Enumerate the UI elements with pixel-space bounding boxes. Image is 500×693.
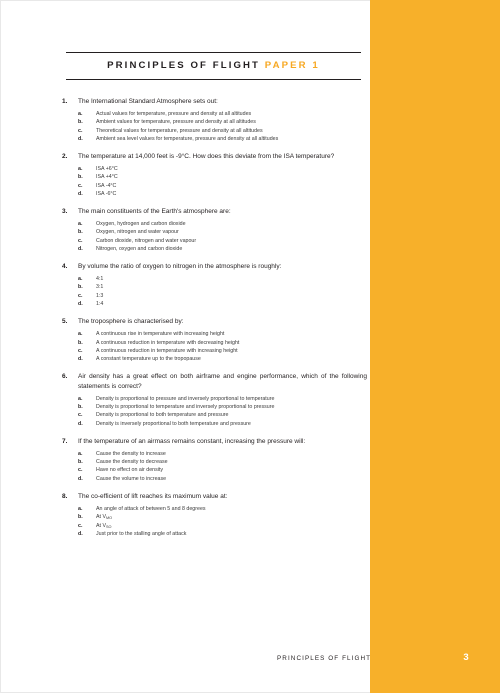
option-text (96, 339, 367, 347)
answer-option (62, 190, 367, 198)
option-text (96, 182, 367, 190)
option-letter: b. (78, 119, 83, 126)
option-letter: d. (78, 420, 83, 427)
option-text-main: A constant temperature up to the tropopause (96, 356, 201, 363)
answer-option (62, 135, 367, 143)
answer-option (62, 118, 367, 126)
option-text-main: Actual values for temperature, pressure and density at all altitudes (96, 110, 252, 117)
option-text-main: Theoretical values for temperature, pressure and density at all altitudes (96, 127, 263, 134)
option-text (96, 522, 367, 530)
question-text: Air density has a great effect on both airframe and engine performance, which of the following statements is correct? (78, 373, 367, 390)
option-letter: a. (78, 450, 83, 457)
option-text (96, 403, 367, 411)
question-number: 5. (62, 318, 68, 326)
option-text-main: ISA +4°C (96, 174, 118, 181)
option-text-main: Carbon dioxide, nitrogen and water vapour (96, 237, 197, 244)
page-header (66, 52, 361, 80)
option-text-main: At V (96, 522, 107, 529)
option-letter: d. (78, 530, 83, 537)
question-item (62, 492, 367, 538)
question-number: 2. (62, 153, 68, 161)
option-letter: d. (78, 356, 83, 363)
option-text (96, 475, 367, 483)
option-text (96, 513, 367, 521)
option-text (96, 292, 367, 300)
page-number: 3 (463, 652, 469, 663)
answer-option (62, 339, 367, 347)
question-list (62, 97, 367, 547)
option-letter: c. (78, 292, 83, 299)
option-text (96, 411, 367, 419)
answer-option (62, 283, 367, 291)
answer-option (62, 355, 367, 363)
question-item (62, 207, 367, 253)
option-letter: b. (78, 459, 83, 466)
option-text (96, 220, 367, 228)
question-text: The temperature at 14,000 feet is -9°C. How does this deviate from the ISA temperature? (78, 153, 335, 161)
answer-option (62, 513, 367, 521)
option-text (96, 165, 367, 173)
answer-option (62, 505, 367, 513)
answer-option (62, 182, 367, 190)
question-header (62, 262, 367, 271)
option-text (96, 347, 367, 355)
option-text-main: 1:3 (96, 292, 104, 299)
option-letter: d. (78, 135, 83, 142)
answer-option (62, 110, 367, 118)
option-letter: c. (78, 522, 83, 529)
option-letter: a. (78, 166, 83, 172)
option-text (96, 237, 367, 245)
option-letter: d. (78, 245, 83, 252)
option-text-main: Density is proportional to pressure and inversely proportional to temperature (96, 395, 275, 402)
question-item (62, 317, 367, 363)
answer-option (62, 300, 367, 308)
option-text-main: 3:1 (96, 284, 104, 291)
question-item (62, 372, 367, 428)
answer-option (62, 450, 367, 458)
answer-option (62, 466, 367, 474)
option-text (96, 355, 367, 363)
option-text-main: Cause the density to decrease (96, 459, 168, 466)
option-letter: a. (78, 221, 83, 228)
side-accent-strip (370, 0, 500, 693)
option-text-main: Density is proportional to temperature and inversely proportional to pressure (96, 404, 275, 411)
page-title (107, 60, 320, 71)
option-letter: c. (78, 182, 83, 189)
option-letter: c. (78, 237, 83, 244)
option-text (96, 275, 367, 283)
option-text-main: Oxygen, nitrogen and water vapour (96, 229, 179, 236)
option-text (96, 330, 367, 338)
option-text-main: Oxygen, hydrogen and carbon dioxide (96, 221, 186, 228)
option-text-main: A continuous rise in temperature with increasing height (96, 331, 225, 338)
option-text (96, 127, 367, 135)
option-text-main: A continuous reduction in temperature with decreasing height (96, 339, 240, 346)
option-text-main: Density is inversely proportional to both temperature and pressure (96, 420, 251, 427)
answer-option (62, 530, 367, 538)
option-subscript: SO (106, 524, 112, 529)
option-text-main: Cause the volume to increase (96, 475, 167, 482)
question-number: 8. (62, 493, 68, 501)
option-text (96, 110, 367, 118)
answer-option (62, 420, 367, 428)
question-text: The main constituents of the Earth's atmosphere are: (78, 208, 231, 216)
option-subscript: MO (106, 516, 113, 521)
option-text-main: 1:4 (96, 301, 104, 308)
option-text-main: Have no effect on air density (96, 467, 164, 474)
answer-option (62, 237, 367, 245)
option-text-main: Density is proportional to both temperature and pressure (96, 412, 229, 419)
option-letter: c. (78, 127, 83, 134)
option-text-main: At V (96, 514, 107, 521)
answer-option (62, 458, 367, 466)
option-text (96, 300, 367, 308)
option-text (96, 530, 367, 538)
option-text (96, 420, 367, 428)
option-text-main: Ambient values for temperature, pressure and density at all altitudes (96, 119, 256, 126)
question-header (62, 492, 367, 501)
option-letter: c. (78, 467, 83, 474)
option-text-main: Nitrogen, oxygen and carbon dioxide (96, 245, 183, 252)
title-main: PRINCIPLES OF FLIGHT (107, 60, 261, 71)
option-text (96, 228, 367, 236)
option-text (96, 450, 367, 458)
option-text-main: ISA +6°C (96, 166, 118, 172)
footer-label: PRINCIPLES OF FLIGHT (277, 655, 372, 662)
answer-option (62, 173, 367, 181)
option-text (96, 245, 367, 253)
option-letter: b. (78, 229, 83, 236)
question-text: The troposphere is characterised by: (78, 318, 184, 326)
question-number: 3. (62, 208, 68, 216)
answer-option (62, 127, 367, 135)
question-item (62, 97, 367, 143)
question-text: By volume the ratio of oxygen to nitrogen in the atmosphere is roughly: (78, 263, 282, 271)
option-text-main: Cause the density to increase (96, 450, 166, 457)
answer-option (62, 228, 367, 236)
answer-option (62, 411, 367, 419)
answer-option (62, 475, 367, 483)
question-header (62, 207, 367, 216)
option-text (96, 173, 367, 181)
answer-option (62, 220, 367, 228)
question-number: 7. (62, 437, 68, 445)
answer-option (62, 403, 367, 411)
answer-option (62, 275, 367, 283)
question-number: 6. (62, 373, 68, 381)
option-letter: d. (78, 190, 83, 197)
option-letter: b. (78, 339, 83, 346)
answer-option (62, 395, 367, 403)
option-letter: a. (78, 395, 83, 402)
option-text-main: 4:1 (96, 276, 104, 283)
option-letter: b. (78, 514, 83, 521)
answer-option (62, 245, 367, 253)
question-text: The co-efficient of lift reaches its maximum value at: (78, 493, 228, 501)
answer-option (62, 522, 367, 530)
question-item (62, 437, 367, 483)
question-number: 4. (62, 263, 68, 271)
question-item (62, 152, 367, 198)
question-item (62, 262, 367, 308)
question-number: 1. (62, 98, 68, 105)
question-header (62, 152, 367, 161)
question-header (62, 97, 367, 106)
option-text-main: ISA -4°C (96, 182, 117, 189)
option-letter: b. (78, 404, 83, 411)
answer-option (62, 165, 367, 173)
option-text-main: ISA -6°C (96, 190, 117, 197)
option-letter: a. (78, 110, 83, 117)
option-letter: d. (78, 301, 83, 308)
option-text (96, 135, 367, 143)
option-text-main: A continuous reduction in temperature with increasing height (96, 347, 238, 354)
option-text-main: Ambient sea level values for temperature, pressure and density at all altitudes (96, 135, 279, 142)
title-accent: PAPER 1 (264, 60, 320, 71)
option-letter: c. (78, 347, 83, 354)
answer-option (62, 347, 367, 355)
option-text (96, 505, 367, 513)
option-letter: b. (78, 284, 83, 291)
question-text: If the temperature of an airmass remains constant, increasing the pressure will: (78, 437, 306, 445)
option-letter: b. (78, 174, 83, 181)
answer-option (62, 330, 367, 338)
option-text (96, 283, 367, 291)
option-text (96, 395, 367, 403)
question-header (62, 317, 367, 326)
question-text: The International Standard Atmosphere sets out: (78, 98, 218, 105)
option-text (96, 458, 367, 466)
option-text-main: An angle of attack of between 5 and 8 degrees (96, 505, 206, 512)
option-letter: a. (78, 276, 83, 283)
option-text (96, 118, 367, 126)
option-text (96, 466, 367, 474)
option-letter: d. (78, 475, 83, 482)
answer-option (62, 292, 367, 300)
option-letter: a. (78, 331, 83, 338)
option-text (96, 190, 367, 198)
option-letter: a. (78, 505, 83, 512)
option-letter: c. (78, 412, 83, 419)
option-text-main: Just prior to the stalling angle of attack (96, 530, 187, 537)
question-header (62, 437, 367, 446)
question-header (62, 372, 367, 391)
